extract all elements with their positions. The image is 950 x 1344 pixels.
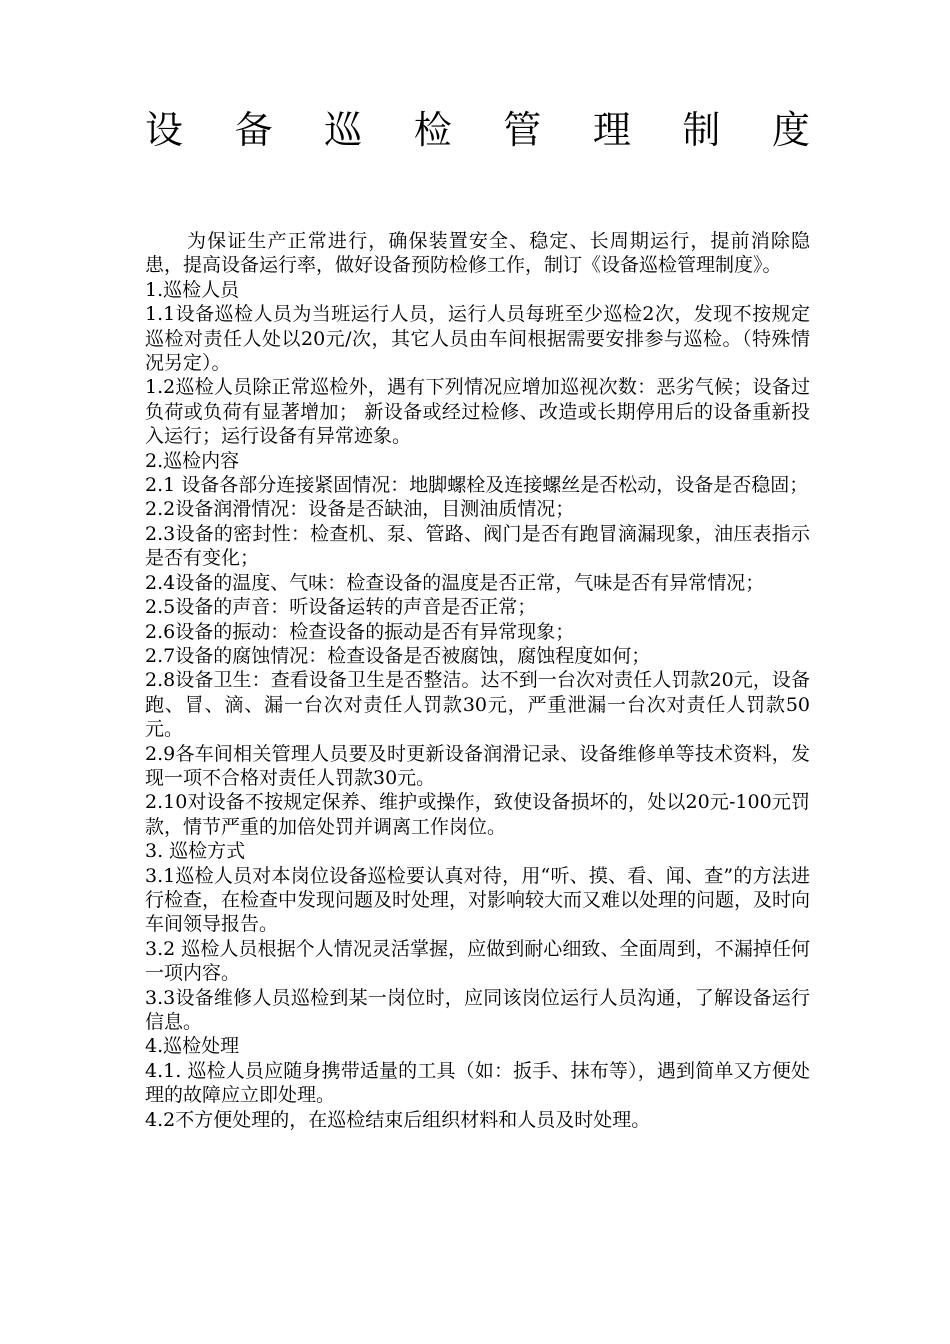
clause-paragraph: 2.6设备的振动：检查设备的振动是否有异常现象；	[145, 620, 575, 643]
clause-paragraph: 2.8设备卫生：查看设备卫生是否整洁。达不到一台次对责任人罚款20元，设备跑、冒、滴、漏一台次对责任人罚款30元，严重泄漏一台次对责任人罚款50元。	[145, 669, 810, 741]
clause-paragraph: 2.9各车间相关管理人员要及时更新设备润滑记录、设备维修单等技术资料，发现一项不合格对责任人罚款30元。	[145, 742, 810, 789]
clause-paragraph: 2.10对设备不按规定保养、维护或操作，致使设备损坏的，处以20元-100元罚款，情节严重的加倍处罚并调离工作岗位。	[145, 791, 810, 838]
section-heading: 2.巡检内容	[145, 449, 240, 472]
title-char: 理	[592, 107, 631, 152]
title-char: 巡	[324, 107, 363, 152]
clause-paragraph: 2.7设备的腐蚀情况：检查设备是否被腐蚀，腐蚀程度如何；	[145, 644, 651, 667]
document-body	[145, 229, 810, 1132]
clause-paragraph: 1.2巡检人员除正常巡检外，遇有下列情况应增加巡视次数：恶劣气候；设备过负荷或负荷有显著增加； 新设备或经过检修、改造或长期停用后的设备重新投入运行；运行设备有异常迹象。	[145, 376, 810, 448]
intro-paragraph: 为保证生产正常进行，确保装置安全、稳定、长周期运行，提前消除隐患，提高设备运行率，做好设备预防检修工作，制订《设备巡检管理制度》。	[145, 230, 810, 277]
section-heading: 1.巡检人员	[145, 278, 240, 301]
clause-paragraph: 2.2设备润滑情况：设备是否缺油，目测油质情况；	[145, 498, 575, 521]
clause-paragraph: 4.2不方便处理的，在巡检结束后组织材料和人员及时处理。	[145, 1108, 651, 1131]
title-char: 制	[682, 107, 721, 152]
document-title	[145, 98, 810, 154]
clause-paragraph: 3.3设备维修人员巡检到某一岗位时，应同该岗位运行人员沟通，了解设备运行信息。	[145, 986, 810, 1033]
clause-paragraph: 2.1 设备各部分连接紧固情况：地脚螺栓及连接螺丝是否松动，设备是否稳固；	[145, 474, 809, 497]
title-char: 设	[145, 107, 184, 152]
section-heading: 4.巡检处理	[145, 1035, 240, 1058]
section-heading: 3. 巡检方式	[145, 840, 246, 863]
clause-paragraph: 2.4设备的温度、气味：检查设备的温度是否正常，气味是否有异常情况；	[145, 571, 765, 594]
clause-paragraph: 1.1设备巡检人员为当班运行人员，运行人员每班至少巡检2次，发现不按规定巡检对责任人处以20元/次，其它人员由车间根据需要安排参与巡检。（特殊情况另定）。	[145, 303, 810, 375]
clause-paragraph: 3.2 巡检人员根据个人情况灵活掌握，应做到耐心细致、全面周到，不漏掉任何一项内容。	[145, 937, 810, 985]
clause-paragraph: 3.1巡检人员对本岗位设备巡检要认真对待，用“听、摸、看、闻、查”的方法进行检查，在检查中发现问题及时处理，对影响较大而又难以处理的问题，及时向车间领导报告。	[145, 864, 811, 936]
title-char: 管	[503, 107, 542, 152]
clause-paragraph: 2.5设备的声音：听设备运转的声音是否正常；	[145, 596, 537, 619]
clause-paragraph: 2.3设备的密封性：检查机、泵、管路、阀门是否有跑冒滴漏现象，油压表指示是否有变化；	[145, 522, 810, 570]
title-char: 检	[413, 107, 452, 152]
title-char: 度	[771, 107, 810, 152]
title-char: 备	[234, 107, 273, 152]
clause-paragraph: 4.1. 巡检人员应随身携带适量的工具（如：扳手、抹布等），遇到简单又方便处理的故障应立即处理。	[145, 1059, 810, 1107]
